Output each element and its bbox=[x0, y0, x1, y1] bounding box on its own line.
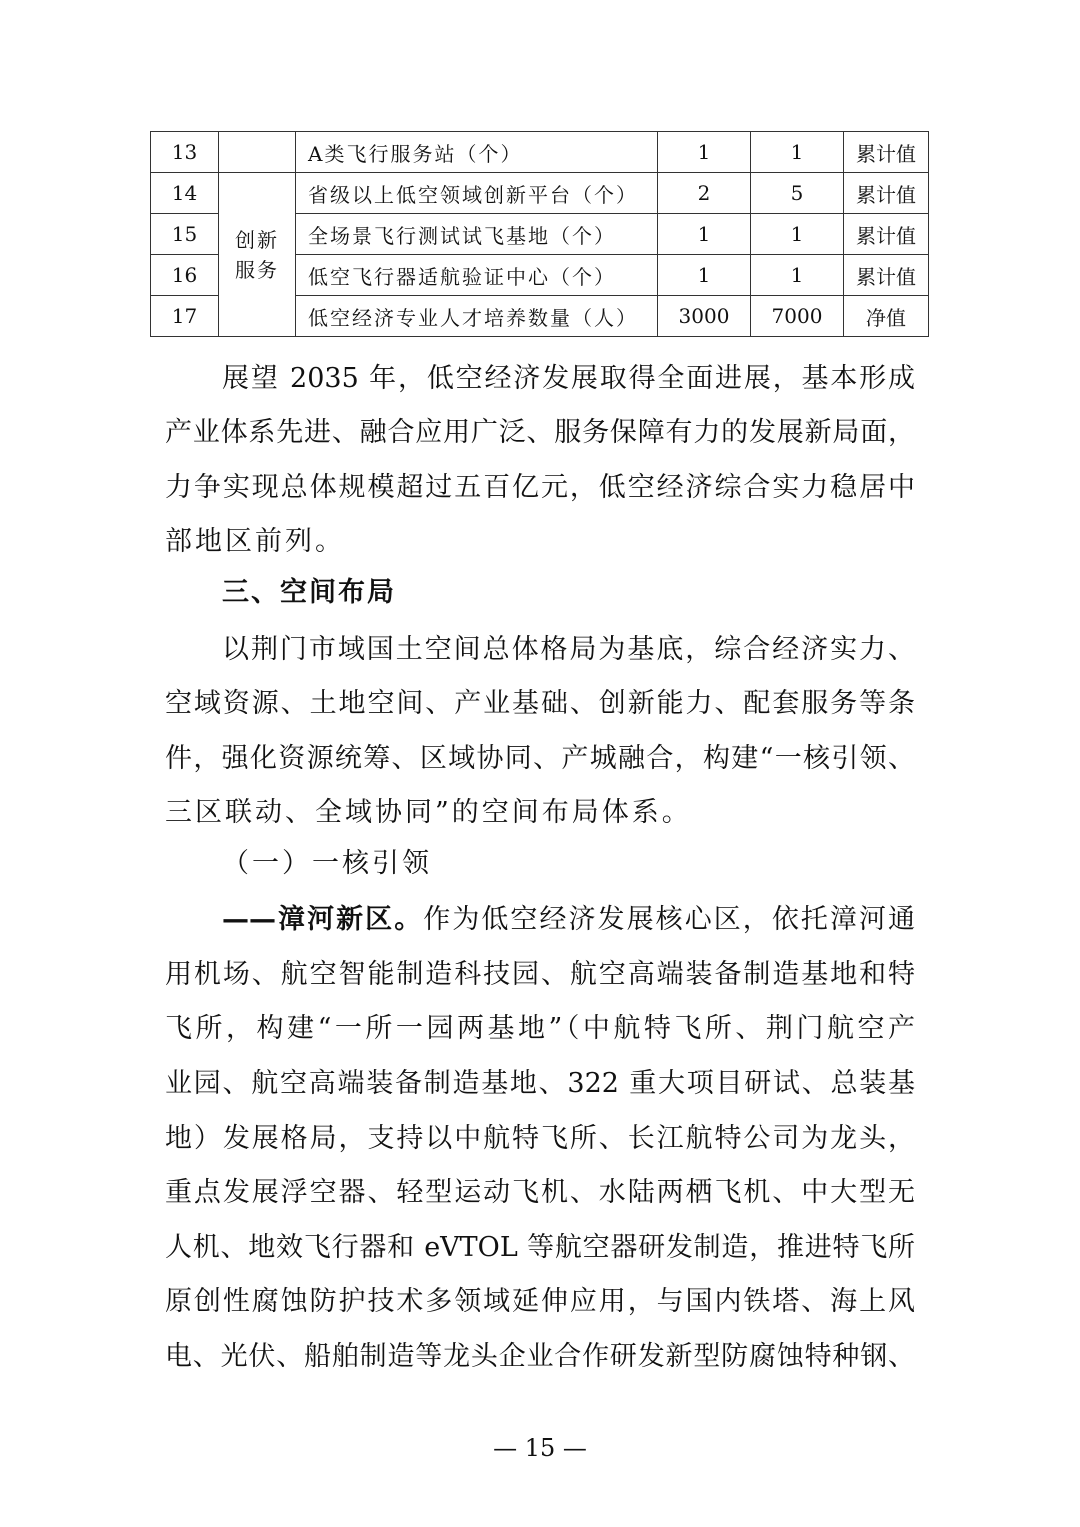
value-type: 累计值 bbox=[844, 214, 929, 255]
row-number: 16 bbox=[151, 255, 219, 296]
paragraph-line: 原创性腐蚀防护技术多领域延伸应用，与国内铁塔、海上风 bbox=[165, 1286, 915, 1317]
row-number: 15 bbox=[151, 214, 219, 255]
district-name: ——漳河新区。 bbox=[222, 904, 424, 935]
value-2027: 5 bbox=[751, 173, 844, 214]
paragraph-line: 人机、地效飞行器和 eVTOL 等航空器研发制造，推进特飞所 bbox=[165, 1232, 915, 1263]
indicator-table bbox=[150, 131, 929, 337]
section-heading: 三、空间布局 bbox=[222, 577, 396, 608]
value-2027: 7000 bbox=[751, 296, 844, 337]
subsection-heading: （一）一核引领 bbox=[222, 848, 432, 879]
paragraph-line: 电、光伏、船舶制造等龙头企业合作研发新型防腐蚀特种钢、 bbox=[165, 1341, 915, 1372]
paragraph-line: 部地区前列。 bbox=[165, 526, 345, 557]
value-type: 累计值 bbox=[844, 132, 929, 173]
paragraph-line: 力争实现总体规模超过五百亿元，低空经济综合实力稳居中 bbox=[165, 472, 915, 503]
value-2027: 1 bbox=[751, 132, 844, 173]
row-number: 13 bbox=[151, 132, 219, 173]
value-type: 累计值 bbox=[844, 173, 929, 214]
paragraph-line: 空域资源、土地空间、产业基础、创新能力、配套服务等条 bbox=[165, 688, 915, 719]
value-2027: 1 bbox=[751, 255, 844, 296]
table-row bbox=[151, 132, 929, 173]
value-2025: 1 bbox=[658, 132, 751, 173]
value-type: 累计值 bbox=[844, 255, 929, 296]
page-number: — 15 — bbox=[493, 1434, 587, 1462]
category-line: 创新 bbox=[235, 227, 279, 252]
paragraph-line: 用机场、航空智能制造科技园、航空高端装备制造基地和特 bbox=[165, 959, 915, 990]
value-2025: 2 bbox=[658, 173, 751, 214]
paragraph-line: 三区联动、全域协同”的空间布局体系。 bbox=[165, 797, 692, 828]
paragraph-line: 产业体系先进、融合应用广泛、服务保障有力的发展新局面， bbox=[165, 417, 915, 448]
paragraph-line bbox=[222, 902, 915, 938]
indicator-name: 低空飞行器适航验证中心（个） bbox=[296, 255, 658, 296]
indicator-name: 全场景飞行测试试飞基地（个） bbox=[296, 214, 658, 255]
paragraph-line: 重点发展浮空器、轻型运动飞机、水陆两栖飞机、中大型无 bbox=[165, 1177, 915, 1208]
row-number: 14 bbox=[151, 173, 219, 214]
paragraph-line: 件，强化资源统筹、区域协同、产城融合，构建“一核引领、 bbox=[165, 743, 915, 774]
value-2025: 3000 bbox=[658, 296, 751, 337]
category-line: 服务 bbox=[235, 257, 279, 282]
value-2025: 1 bbox=[658, 214, 751, 255]
indicator-name: 低空经济专业人才培养数量（人） bbox=[296, 296, 658, 337]
paragraph-line: 以荆门市域国土空间总体格局为基底，综合经济实力、 bbox=[222, 634, 915, 665]
value-2027: 1 bbox=[751, 214, 844, 255]
paragraph-line: 展望 2035 年，低空经济发展取得全面进展，基本形成 bbox=[222, 363, 915, 394]
category-cell-empty bbox=[219, 132, 296, 173]
indicator-name: A类飞行服务站（个） bbox=[296, 132, 658, 173]
value-type: 净值 bbox=[844, 296, 929, 337]
paragraph-line: 地）发展格局，支持以中航特飞所、长江航特公司为龙头， bbox=[165, 1123, 915, 1154]
paragraph-line: 业园、航空高端装备制造基地、322 重大项目研试、总装基 bbox=[165, 1068, 915, 1099]
category-cell bbox=[219, 173, 296, 337]
row-number: 17 bbox=[151, 296, 219, 337]
paragraph-text: 作为低空经济发展核心区，依托漳河通 bbox=[423, 904, 916, 935]
table-row bbox=[151, 173, 929, 214]
paragraph-line: 飞所，构建“一所一园两基地”（中航特飞所、荆门航空产 bbox=[165, 1013, 915, 1044]
value-2025: 1 bbox=[658, 255, 751, 296]
indicator-name: 省级以上低空领域创新平台（个） bbox=[296, 173, 658, 214]
